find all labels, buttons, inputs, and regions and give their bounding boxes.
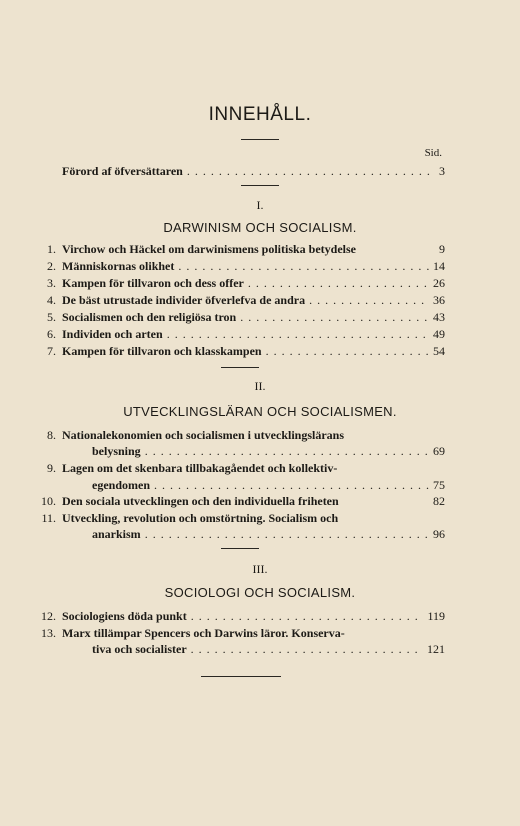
entry-text-line1: Lagen om det skenbara tillbakagåendet och kollektiv- <box>62 461 338 475</box>
toc-entry-continuation <box>30 641 445 657</box>
toc-entry-continuation <box>30 443 445 459</box>
entry-text-line2: belysning . . . <box>92 443 445 459</box>
entry-page: 43 <box>429 309 445 325</box>
section-title: UTVECKLINGSLÄRAN OCH SOCIALISMEN. <box>123 404 397 419</box>
toc-entry <box>30 241 445 257</box>
entry-text: De bäst utrustade individer öfverlefva de andra . . . <box>62 292 445 308</box>
entry-number: 5. <box>47 310 56 324</box>
section-numeral: III. <box>252 562 268 576</box>
entry-number: 1. <box>47 242 56 256</box>
page-title: INNEHÅLL. <box>208 104 312 125</box>
entry-page: 119 <box>423 608 445 624</box>
entry-page: 26 <box>429 275 445 291</box>
entry-text: Virchow och Häckel om darwinismens politiska betydelse <box>62 242 357 256</box>
toc-entry-foreword <box>30 163 445 179</box>
entry-page: 9 <box>435 241 445 257</box>
entry-number: 10. <box>41 494 56 508</box>
entry-text-line2: anarkism . . . <box>92 526 445 542</box>
entry-text: Individen och arten . . . <box>62 326 445 342</box>
entry-page: 75 <box>429 477 445 493</box>
section-title: SOCIOLOGI OCH SOCIALISM. <box>164 585 356 600</box>
entry-number: 13. <box>41 626 56 640</box>
entry-number: 4. <box>47 293 56 307</box>
entry-text-line2: tiva och socialister . . . <box>92 641 445 657</box>
title-rule <box>241 139 279 140</box>
toc-entry-continuation <box>30 526 445 542</box>
section-rule <box>221 548 259 549</box>
entry-text: Förord af öfversättaren . . . <box>62 163 445 179</box>
entry-page: 49 <box>429 326 445 342</box>
entry-page: 82 <box>429 493 445 509</box>
entry-number: 7. <box>47 344 56 358</box>
toc-entry <box>30 258 445 274</box>
toc-entry <box>30 460 445 476</box>
entry-text-line1: Utveckling, revolution och omstörtning. Socialism och <box>62 511 339 525</box>
toc-entry-continuation <box>30 477 445 493</box>
entry-text: Den sociala utvecklingen och den individuella friheten <box>62 494 339 508</box>
entry-number: 8. <box>47 428 56 442</box>
toc-entry <box>30 292 445 308</box>
entry-page: 54 <box>429 343 445 359</box>
section-numeral: II. <box>254 379 266 393</box>
toc-entry <box>30 510 445 526</box>
entry-text: Kampen för tillvaron och klasskampen . . . <box>62 343 445 359</box>
entry-text: Sociologiens döda punkt . . . <box>62 608 445 624</box>
entry-page: 3 <box>435 163 445 179</box>
toc-entry <box>30 309 445 325</box>
entry-page: 36 <box>429 292 445 308</box>
entry-text-line1: Marx tillämpar Spencers och Darwins läror. Konserva- <box>62 626 345 640</box>
page-column-header: Sid. <box>424 147 442 159</box>
entry-text-line1: Nationalekonomien och socialismen i utvecklingslärans <box>62 428 345 442</box>
toc-entry <box>30 343 445 359</box>
section-numeral: I. <box>256 198 264 212</box>
toc-entry <box>30 326 445 342</box>
section-rule <box>241 185 279 186</box>
toc-entry <box>30 625 445 641</box>
toc-entry <box>30 608 445 624</box>
entry-page: 14 <box>429 258 445 274</box>
entry-number: 11. <box>41 511 56 525</box>
toc-entry <box>30 427 445 443</box>
entry-number: 2. <box>47 259 56 273</box>
section-title: DARWINISM OCH SOCIALISM. <box>163 220 357 235</box>
end-rule <box>201 676 281 677</box>
toc-entry <box>30 275 445 291</box>
entry-page: 121 <box>423 641 445 657</box>
toc-entry <box>30 493 445 509</box>
entry-page: 69 <box>429 443 445 459</box>
section-rule <box>221 367 259 368</box>
entry-number: 9. <box>47 461 56 475</box>
entry-number: 3. <box>47 276 56 290</box>
entry-text: Kampen för tillvaron och dess offer . . . <box>62 275 445 291</box>
entry-number: 6. <box>47 327 56 341</box>
entry-number: 12. <box>41 609 56 623</box>
entry-page: 96 <box>429 526 445 542</box>
entry-text: Människornas olikhet . . . <box>62 258 445 274</box>
entry-text-line2: egendomen . . . <box>92 477 445 493</box>
entry-text: Socialismen och den religiösa tron . . . <box>62 309 445 325</box>
